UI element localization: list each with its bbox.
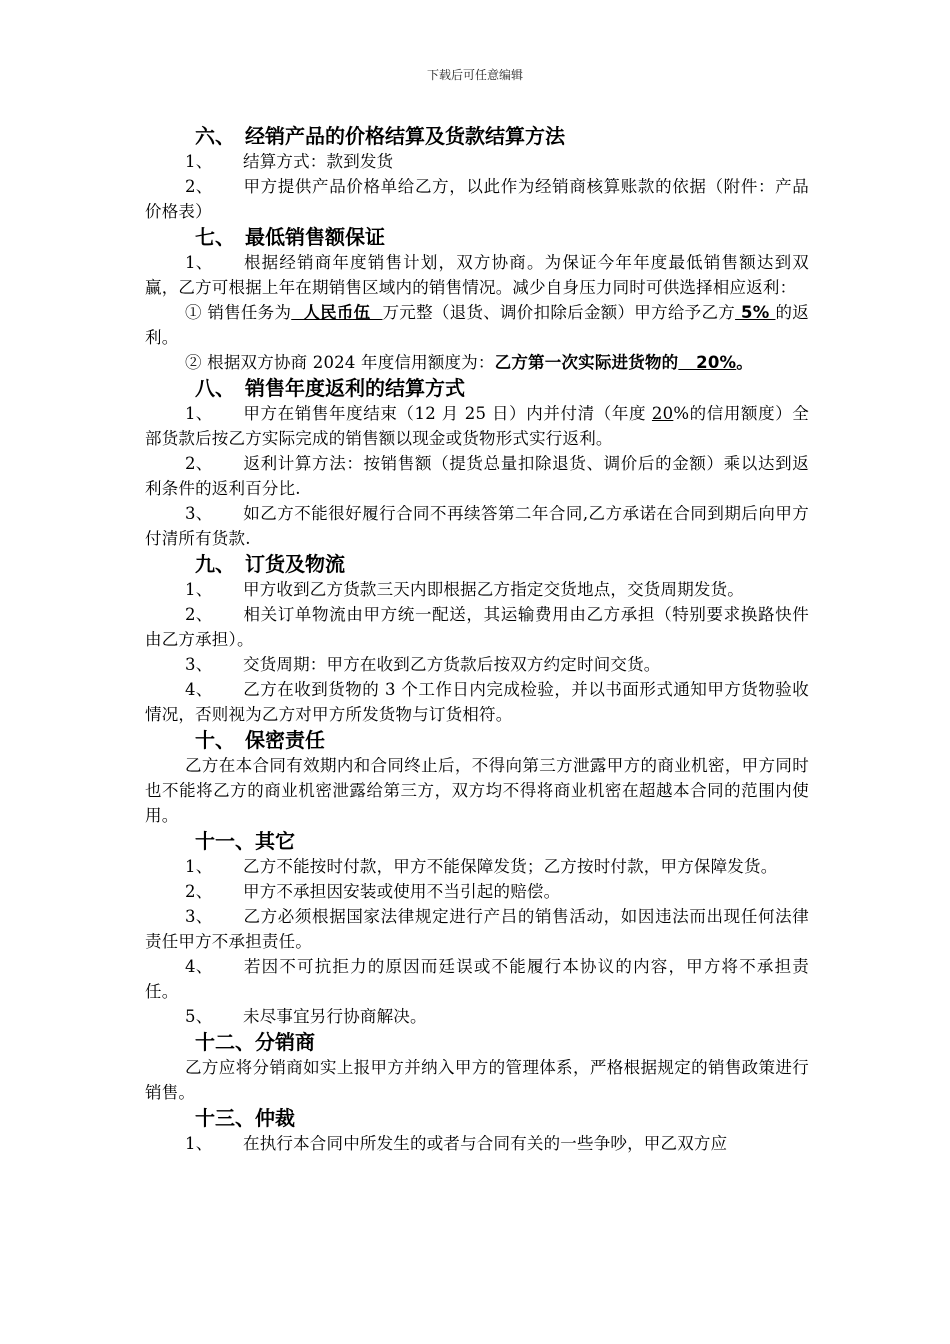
section-10-heading: 十、 保密责任 [195, 728, 325, 752]
s8-item-1: 1、 甲方在销售年度结束（12 月 25 日）内并付清（年度 20%的信用额度）全部货款后按乙方实际完成的销售额以现金或货物形式实行返利。 [145, 404, 810, 448]
s11-item-2: 2、 甲方不承担因安装或使用不当引起的赔偿。 [185, 882, 561, 901]
s13-item-1: 1、 在执行本合同中所发生的或者与合同有关的一些争吵，甲乙双方应 [185, 1134, 728, 1153]
section-6-heading: 六、 经销产品的价格结算及货款结算方法 [195, 124, 565, 148]
section-12-heading: 十二、分销商 [195, 1030, 315, 1054]
s6-item-1: 1、 结算方式：款到发货 [185, 152, 394, 171]
section-11-heading: 十一、其它 [195, 829, 295, 853]
s8-item-2: 2、 返利计算方法：按销售额（提货总量扣除退货、调价后的金额）乘以达到返利条件的返利百分比. [145, 454, 809, 498]
s8-item-3: 3、 如乙方不能很好履行合同不再续答第二年合同,乙方承诺在合同到期后向甲方付清所有货款. [145, 504, 809, 548]
s10-body: 乙方在本合同有效期内和合同终止后，不得向第三方泄露甲方的商业机密，甲方同时也不能将乙方的商业机密泄露给第三方，双方均不得将商业机密在超越本合同的范围内使用。 [145, 756, 809, 825]
s12-body: 乙方应将分销商如实上报甲方并纳入甲方的管理体系，严格根据规定的销售政策进行销售。 [145, 1058, 809, 1102]
section-9-heading: 九、 订货及物流 [195, 552, 345, 576]
s7-item-1: 1、 根据经销商年度销售计划，双方协商。为保证今年年度最低销售额达到双赢，乙方可根据上年在期销售区域内的销售情况。减少自身压力同时可供选择相应返利： [145, 253, 809, 297]
s11-item-1: 1、 乙方不能按时付款，甲方不能保障发货；乙方按时付款，甲方保障发货。 [185, 857, 778, 876]
s7-circle-2: ② 根据双方协商 2024 年度信用额度为：乙方第一次实际进货物的 20%。 [185, 353, 753, 372]
s9-item-3: 3、 交货周期：甲方在收到乙方货款后按双方约定时间交货。 [185, 655, 661, 674]
s11-item-5: 5、 未尽事宜另行协商解决。 [185, 1007, 427, 1026]
s9-item-4: 4、 乙方在收到货物的 3 个工作日内完成检验，并以书面形式通知甲方货物验收情况，否则视为乙方对甲方所发货物与订货相符。 [145, 680, 809, 724]
page-header-note: 下载后可任意编辑 [426, 68, 523, 82]
s7-circle-1: ① 销售任务为 人民币伍 万元整（退货、调价扣除后金额）甲方给予乙方 5% 的返利。 [145, 303, 810, 347]
s9-item-2: 2、 相关订单物流由甲方统一配送，其运输费用由乙方承担（特别要求换路快件由乙方承担）。 [145, 605, 809, 649]
section-13-heading: 十三、仲裁 [195, 1106, 295, 1130]
section-8-heading: 八、 销售年度返利的结算方式 [195, 376, 465, 400]
s11-item-4: 4、 若因不可抗拒力的原因而廷误或不能履行本协议的内容，甲方将不承担责任。 [145, 957, 809, 1001]
s9-item-1: 1、 甲方收到乙方货款三天内即根据乙方指定交货地点，交货周期发货。 [185, 580, 744, 599]
contract-body [145, 123, 809, 1156]
section-7-heading: 七、 最低销售额保证 [195, 225, 385, 249]
s6-item-2: 2、 甲方提供产品价格单给乙方，以此作为经销商核算账款的依据（附件：产品价格表） [145, 177, 809, 221]
s11-item-3: 3、 乙方必须根据国家法律规定进行产吕的销售活动，如因违法而出现任何法律责任甲方不承担责任。 [145, 907, 809, 951]
